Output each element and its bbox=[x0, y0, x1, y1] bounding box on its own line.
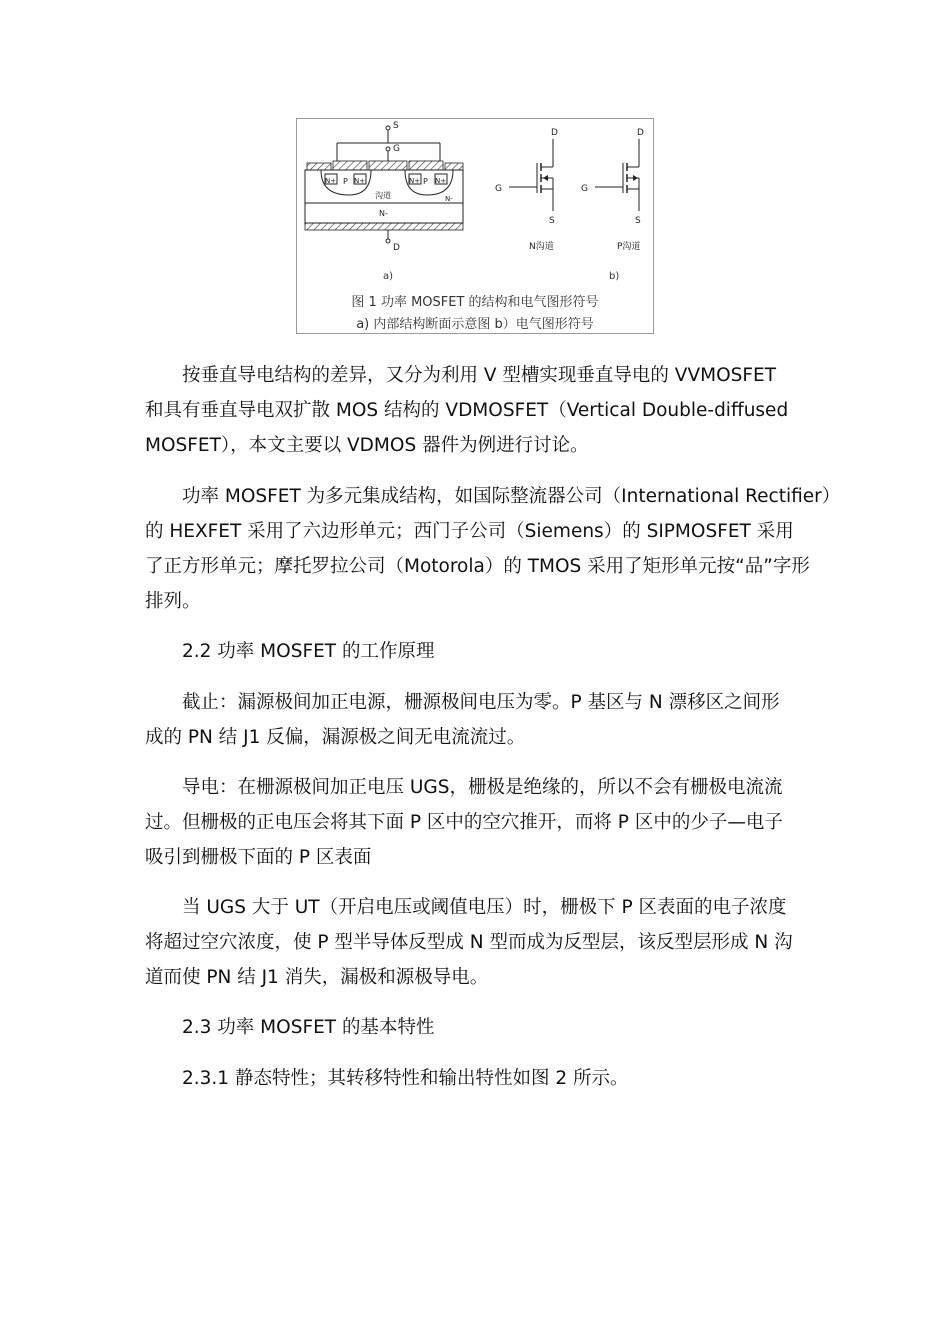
subfigure-b-label: b) bbox=[609, 271, 620, 282]
paragraph-line: 导电：在栅源极间加正电压 UGS，栅极是绝缘的，所以不会有栅极电流流 bbox=[182, 777, 783, 798]
p-channel-symbol bbox=[581, 128, 644, 252]
n-sym-source-label: S bbox=[549, 216, 555, 226]
section-heading-2-3-1 bbox=[145, 1061, 810, 1096]
heading-text: 2.3 功率 MOSFET 的基本特性 bbox=[182, 1017, 435, 1038]
paragraph-line: 功率 MOSFET 为多元集成结构，如国际整流器公司（International Rectifier） bbox=[182, 486, 841, 507]
channel-label: 沟道 bbox=[375, 191, 391, 200]
paragraph-line: 过。但栅极的正电压会将其下面 P 区中的空穴推开，而将 P 区中的少子—电子 bbox=[145, 812, 783, 833]
n-plus-label-4: N+ bbox=[435, 177, 447, 185]
drain-label: D bbox=[393, 243, 400, 253]
p-sym-source-label: S bbox=[635, 216, 641, 226]
n-channel-symbol bbox=[495, 128, 558, 252]
figure-1 bbox=[296, 118, 654, 334]
figure-caption-line-1: 图 1 功率 MOSFET 的结构和电气图形符号 bbox=[351, 295, 599, 310]
source-label: S bbox=[393, 121, 399, 131]
n-plus-label-1: N+ bbox=[325, 177, 337, 185]
paragraph-line: 吸引到栅极下面的 P 区表面 bbox=[145, 847, 372, 868]
cross-section-diagram bbox=[305, 121, 463, 253]
paragraph-line: 将超过空穴浓度，使 P 型半导体反型成 N 型而成为反型层，该反型层形成 N 沟 bbox=[145, 932, 793, 953]
paragraph-1 bbox=[145, 358, 810, 463]
paragraph-line: 的 HEXFET 采用了六边形单元；西门子公司（Siemens）的 SIPMOSFET 采用 bbox=[145, 521, 794, 542]
n-plus-label-3: N+ bbox=[409, 177, 421, 185]
p-label-2: P bbox=[423, 177, 428, 186]
gate-label: G bbox=[393, 144, 400, 154]
section-heading-2-2 bbox=[145, 634, 810, 669]
paragraph-line: 道而使 PN 结 J1 消失，漏极和源极导电。 bbox=[145, 967, 489, 988]
paragraph-2 bbox=[145, 479, 841, 619]
n-minus-label-side: N- bbox=[445, 195, 453, 203]
paragraph-line: 和具有垂直导电双扩散 MOS 结构的 VDMOSFET（Vertical Double-diffused bbox=[145, 400, 789, 421]
heading-text: 2.2 功率 MOSFET 的工作原理 bbox=[182, 641, 435, 662]
paragraph-line: 按垂直导电结构的差异，又分为利用 V 型槽实现垂直导电的 VVMOSFET bbox=[182, 365, 777, 386]
paragraph-line: 截止：漏源极间加正电源，栅源极间电压为零。P 基区与 N 漂移区之间形 bbox=[182, 692, 780, 713]
paragraph-line: 成的 PN 结 J1 反偏，漏源极之间无电流流过。 bbox=[145, 727, 526, 748]
paragraph-line: 当 UGS 大于 UT（开启电压或阈值电压）时，栅极下 P 区表面的电子浓度 bbox=[182, 897, 787, 918]
p-sym-gate-label: G bbox=[581, 184, 588, 194]
figure-caption-line-2: a) 内部结构断面示意图 b）电气图形符号 bbox=[356, 317, 594, 332]
n-plus-label-2: N+ bbox=[354, 177, 366, 185]
n-sym-drain-label: D bbox=[551, 128, 558, 138]
n-sym-gate-label: G bbox=[495, 184, 502, 194]
paragraph-line: MOSFET），本文主要以 VDMOS 器件为例进行讨论。 bbox=[145, 435, 589, 456]
p-label-1: P bbox=[343, 177, 348, 186]
paragraph-line: 了正方形单元；摩托罗拉公司（Motorola）的 TMOS 采用了矩形单元按“品”字形 bbox=[145, 556, 810, 577]
paragraph-threshold bbox=[145, 890, 810, 995]
p-channel-label: P沟道 bbox=[617, 242, 641, 252]
paragraph-conduction bbox=[145, 770, 810, 875]
p-sym-drain-label: D bbox=[637, 128, 644, 138]
n-channel-label: N沟道 bbox=[529, 242, 554, 252]
paragraph-cutoff bbox=[145, 685, 810, 755]
heading-text: 2.3.1 静态特性；其转移特性和输出特性如图 2 所示。 bbox=[182, 1068, 629, 1089]
subfigure-a-label: a) bbox=[383, 271, 394, 282]
n-minus-label: N- bbox=[379, 209, 388, 218]
paragraph-line: 排列。 bbox=[145, 591, 201, 612]
section-heading-2-3 bbox=[145, 1010, 810, 1045]
